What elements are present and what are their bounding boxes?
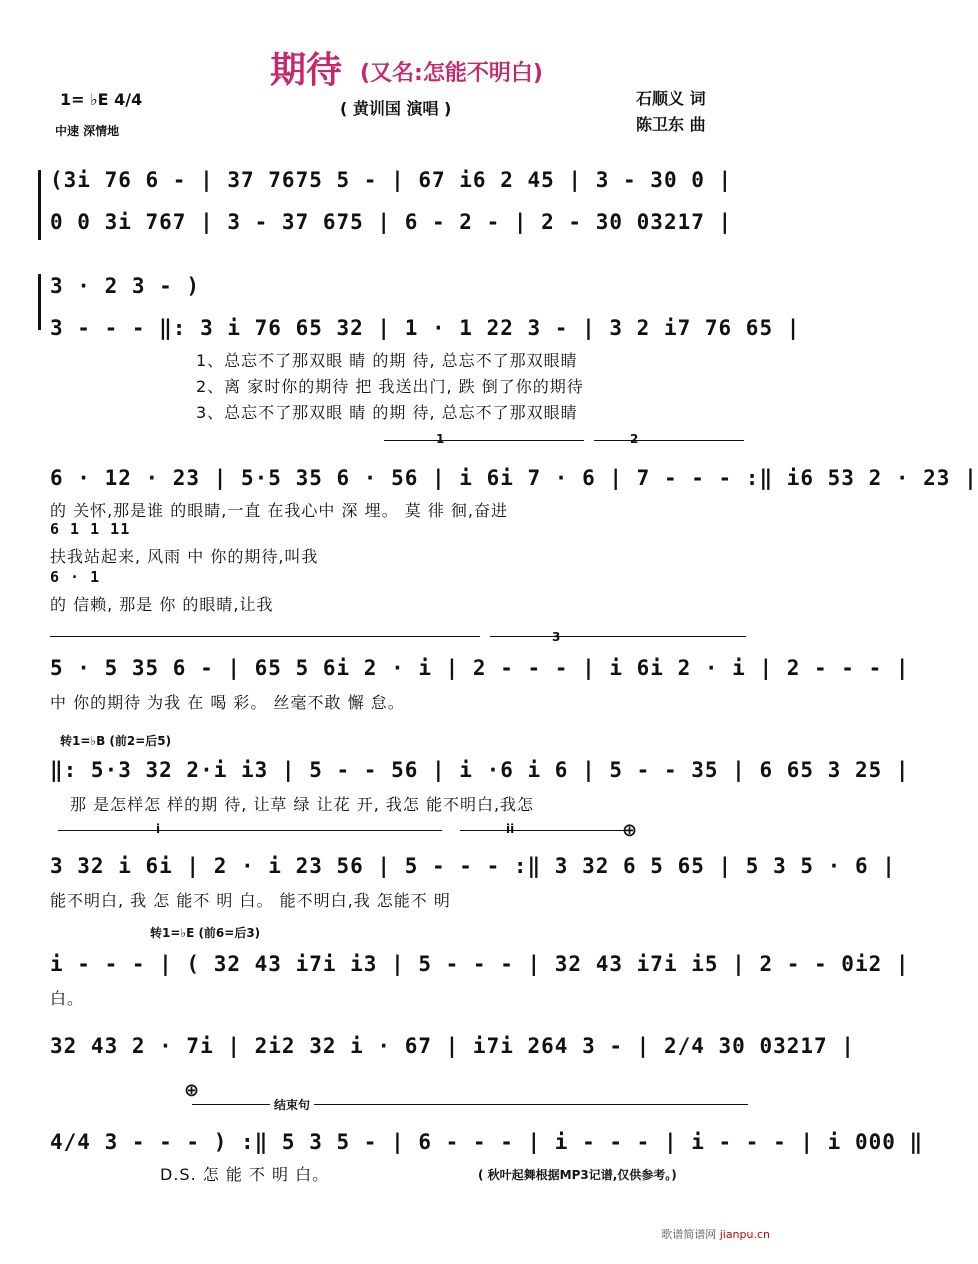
system-brace: [38, 170, 41, 240]
tie-line: [50, 636, 480, 637]
tempo-marking: 中速 深情地: [55, 124, 120, 138]
coda-icon: ⊕: [622, 820, 638, 841]
transcription-note: ( 秋叶起舞根据MP3记谱,仅供参考。): [478, 1168, 677, 1182]
system2-lyric-1: 1、总忘不了那双眼 睛 的期 待, 总忘不了那双眼睛: [196, 351, 578, 370]
system3-alt-notes-1: 6 1 1 11: [50, 520, 131, 538]
system2-lyric-3: 3、总忘不了那双眼 睛 的期 待, 总忘不了那双眼睛: [196, 403, 578, 422]
system2-lyric-2: 2、离 家时你的期待 把 我送出门, 跌 倒了你的期待: [196, 377, 584, 396]
system6-lyric: 能不明白, 我 怎 能不 明 白。 能不明白,我 怎能不 明: [50, 891, 451, 910]
system3-lyric-3: 的 信赖, 那是 你 的眼睛,让我: [50, 595, 274, 614]
volta-1-label: 1: [436, 432, 445, 446]
song-subtitle: (又名:怎能不明白): [360, 61, 543, 86]
system2-top-notes: 3 · 2 3 - ): [50, 274, 201, 298]
system3-alt-notes-2: 6 · 1: [50, 568, 101, 586]
volta-1-line: [384, 440, 584, 441]
volta-ii-line: [460, 830, 630, 831]
system3-lyric-1: 的 关怀,那是谁 的眼睛,一直 在我心中 深 埋。 莫 徘 徊,奋进: [50, 501, 508, 520]
system7-notes: i - - - | ( 32 43 i7i i3 | 5 - - - | 32 43 i7i i5 | 2 - - 0i2 |: [50, 952, 910, 976]
system1-top-notes: (3i 76 6 - | 37 7675 5 - | 67 i6 2 45 | 3 - 30 0 |: [50, 168, 733, 192]
volta-i-label: i: [156, 822, 161, 836]
volta-ii-label: ii: [506, 822, 515, 836]
system9-notes: 4/4 3 - - - ) :‖ 5 3 5 - | 6 - - - | i - - - | i - - - | i 000 ‖: [50, 1130, 924, 1154]
volta-i-line: [58, 830, 442, 831]
system1-bottom-notes: 0 0 3i 767 | 3 - 37 675 | 6 - 2 - | 2 - 30 03217 |: [50, 210, 733, 234]
system2-bottom-notes: 3 - - - ‖: 3 i 76 65 32 | 1 · 1 22 3 - | 3 2 i7 76 65 |: [50, 316, 801, 340]
singer-credit: ( 黄训国 演唱 ): [340, 99, 452, 118]
system9-lyric: D.S. 怎 能 不 明 白。: [160, 1165, 330, 1184]
watermark: [661, 1226, 770, 1242]
coda-icon: ⊕: [184, 1080, 200, 1101]
system-brace: [38, 274, 41, 330]
modulation-mark: 转1=♭E (前6=后3): [150, 926, 261, 940]
volta-2-label: 2: [630, 432, 639, 446]
lyricist-credit: 石顺义 词: [636, 89, 706, 108]
triplet-mark: 3: [552, 630, 561, 644]
composer-credit: 陈卫东 曲: [636, 115, 706, 134]
system3-notes: 6 · 12 · 23 | 5·5 35 6 · 56 | i 6i 7 · 6 | 7 - - - :‖ i6 53 2 · 23 |: [50, 466, 978, 490]
key-signature: 1= ♭E 4/4: [60, 90, 143, 109]
watermark-site-cn: 歌谱简谱网: [661, 1228, 717, 1241]
system6-notes: 3 32 i 6i | 2 · i 23 56 | 5 - - - :‖ 3 32 6 5 65 | 5 3 5 · 6 |: [50, 854, 896, 878]
system5-notes: ‖: 5·3 32 2·i i3 | 5 - - 56 | i ·6 i 6 | 5 - - 35 | 6 65 3 25 |: [50, 758, 910, 782]
system4-notes: 5 · 5 35 6 - | 65 5 6i 2 · i | 2 - - - | i 6i 2 · i | 2 - - - |: [50, 656, 910, 680]
system4-lyric: 中 你的期待 为我 在 喝 彩。 丝毫不敢 懈 怠。: [50, 693, 405, 712]
system7-lyric: 白。: [50, 989, 85, 1008]
system8-notes: 32 43 2 · 7i | 2i2 32 i · 67 | i7i 264 3 - | 2/4 30 03217 |: [50, 1034, 855, 1058]
tie-line: [490, 636, 746, 637]
modulation-mark: 转1=♭B (前2=后5): [60, 734, 172, 748]
ending-label: 结束句: [270, 1096, 314, 1113]
song-title: 期待: [270, 50, 343, 91]
system3-lyric-2: 扶我站起来, 风雨 中 你的期待,叫我: [50, 547, 319, 566]
watermark-site-url: jianpu.cn: [719, 1228, 770, 1241]
volta-2-line: [594, 440, 744, 441]
system5-lyric: 那 是怎样怎 样的期 待, 让草 绿 让花 开, 我怎 能不明白,我怎: [70, 795, 535, 814]
